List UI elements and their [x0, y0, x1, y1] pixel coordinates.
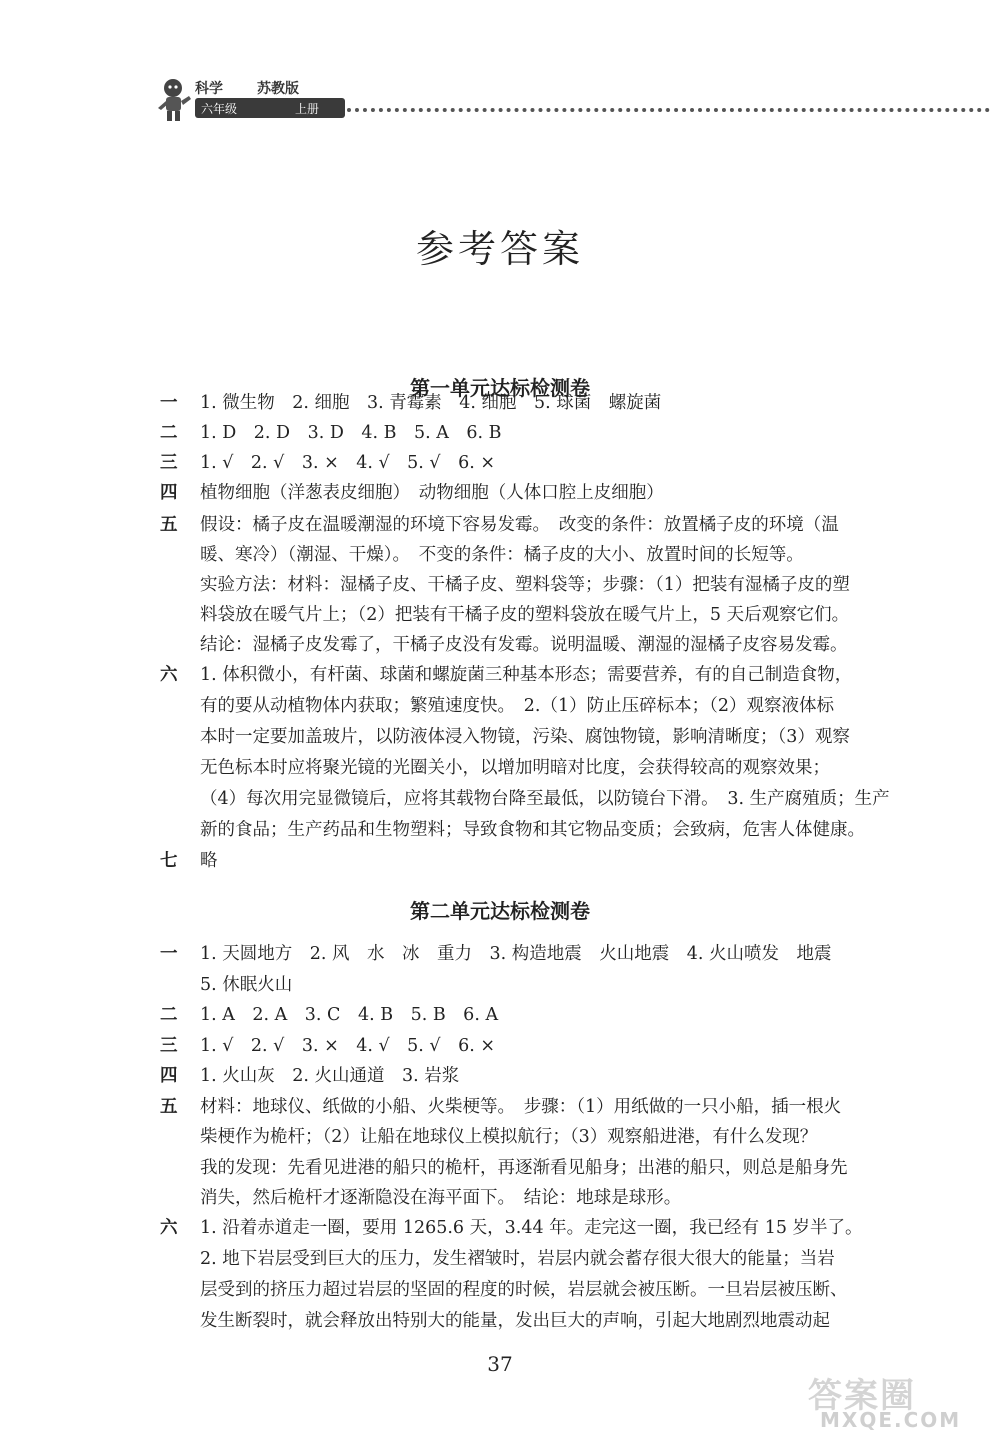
answer-item: [160, 478, 950, 508]
answer-text: 无色标本时应将聚光镜的光圈关小，以增加明暗对比度，会获得较高的观察效果；: [200, 758, 830, 778]
item-number: 五: [160, 1097, 178, 1117]
page-header: [155, 72, 990, 128]
answer-text: 柴梗作为桅杆；（2）让船在地球仪上模拟航行；（3）观察船进港，有什么发现？: [200, 1127, 818, 1147]
item-number: 三: [160, 453, 178, 473]
answer-continuation: [200, 1183, 955, 1213]
header-volume: 上册: [295, 102, 320, 116]
answer-text: 消失，然后桅杆才逐渐隐没在海平面下。 结论：地球是球形。: [200, 1188, 682, 1208]
answer-text: 1. 体积微小，有杆菌、球菌和螺旋菌三种基本形态；需要营养，有的自己制造食物，: [200, 665, 853, 685]
answer-text: 2. 地下岩层受到巨大的压力，发生褶皱时，岩层内就会蓄存很大很大的能量；当岩: [200, 1249, 835, 1269]
header-grade-bar: [195, 98, 345, 118]
item-number: 四: [160, 1066, 178, 1086]
answer-continuation: [200, 600, 955, 630]
answer-item: [160, 510, 950, 540]
answer-text: 1. 微生物 2. 细胞 3. 青霉素 4. 细胞 5. 球菌 螺旋菌: [200, 393, 662, 413]
answer-text: 新的食品；生产药品和生物塑料；导致食物和其它物品变质；会致病，危害人体健康。: [200, 820, 865, 840]
mascot-icon: [155, 76, 195, 124]
answer-text: 实验方法：材料：湿橘子皮、干橘子皮、塑料袋等；步骤：（1）把装有湿橘子皮的塑: [200, 575, 850, 595]
answer-continuation: [200, 970, 955, 1000]
answer-item: [160, 388, 950, 418]
answer-text: 1. √ 2. √ 3. × 4. √ 5. √ 6. ×: [200, 1036, 495, 1056]
item-number: 二: [160, 423, 178, 443]
answer-item: [160, 1061, 950, 1091]
item-number: 五: [160, 515, 178, 535]
header-grade: 六年级: [201, 102, 238, 116]
answer-text: 1. 火山灰 2. 火山通道 3. 岩浆: [200, 1066, 460, 1086]
header-edition: 苏教版: [257, 81, 299, 97]
answer-item: [160, 1092, 950, 1122]
page-number: 37: [487, 1352, 513, 1376]
answer-item: [160, 660, 950, 690]
item-number: 六: [160, 665, 178, 685]
answer-continuation: [200, 540, 955, 570]
answer-continuation: [200, 1153, 955, 1183]
answer-continuation: [200, 630, 955, 660]
watermark-url: MXQE.COM: [820, 1408, 962, 1432]
answer-continuation: [200, 1122, 955, 1152]
answer-continuation: [200, 753, 955, 783]
item-number: 二: [160, 1005, 178, 1025]
answer-text: 有的要从动植物体内获取；繁殖速度快。 2.（1）防止压碎标本；（2）观察液体标: [200, 696, 834, 716]
answer-item: [160, 846, 950, 876]
answer-continuation: [200, 691, 955, 721]
answer-text: 我的发现：先看见进港的船只的桅杆，再逐渐看见船身；出港的船只，则总是船身先: [200, 1158, 848, 1178]
answer-text: 结论：湿橘子皮发霉了，干橘子皮没有发霉。说明温暖、潮湿的湿橘子皮容易发霉。: [200, 635, 848, 655]
item-number: 三: [160, 1036, 178, 1056]
answer-text: 发生断裂时，就会释放出特别大的能量，发出巨大的声响，引起大地剧烈地震动起: [200, 1311, 830, 1331]
answer-item: [160, 1031, 950, 1061]
answer-continuation: [200, 1244, 955, 1274]
answer-text: 本时一定要加盖玻片，以防液体浸入物镜，污染、腐蚀物镜，影响清晰度；（3）观察: [200, 727, 850, 747]
answer-text: 层受到的挤压力超过岩层的坚固的程度的时候，岩层就会被压断。一旦岩层被压断、: [200, 1280, 848, 1300]
answer-continuation: [200, 784, 955, 814]
section-title: 第二单元达标检测卷: [410, 899, 590, 923]
answer-text: 1. √ 2. √ 3. × 4. √ 5. √ 6. ×: [200, 453, 495, 473]
answer-item: [160, 1213, 950, 1243]
item-number: 一: [160, 393, 178, 413]
answer-continuation: [200, 1275, 955, 1305]
watermark-logo: [808, 1368, 988, 1430]
header-subject-line: [195, 78, 299, 98]
item-number: 六: [160, 1218, 178, 1238]
item-number: 七: [160, 851, 178, 871]
answer-text: 料袋放在暖气片上；（2）把装有干橘子皮的塑料袋放在暖气片上，5 天后观察它们。: [200, 605, 850, 625]
answer-text: 假设：橘子皮在温暖潮湿的环境下容易发霉。 改变的条件：放置橘子皮的环境（温: [200, 515, 839, 535]
answer-text: 1. A 2. A 3. C 4. B 5. B 6. A: [200, 1005, 499, 1025]
answer-continuation: [200, 815, 955, 845]
answer-text: 暖、寒冷）（潮湿、干燥）。 不变的条件：橘子皮的大小、放置时间的长短等。: [200, 545, 804, 565]
answer-item: [160, 418, 950, 448]
answer-item: [160, 448, 950, 478]
answer-text: 1. 天圆地方 2. 风 水 冰 重力 3. 构造地震 火山地震 4. 火山喷发 地震: [200, 944, 832, 964]
watermark-text: 答案圈: [808, 1376, 916, 1416]
section-title: 第一单元达标检测卷: [410, 376, 590, 400]
answer-text: 材料：地球仪、纸做的小船、火柴梗等。 步骤：（1）用纸做的一只小船，插一根火: [200, 1097, 842, 1117]
item-number: 四: [160, 483, 178, 503]
answer-continuation: [200, 722, 955, 752]
page-title: 参考答案: [415, 227, 584, 271]
answer-item: [160, 939, 950, 969]
answer-text: （4）每次用完显微镜后，应将其载物台降至最低，以防镜台下滑。 3. 生产腐殖质；生产: [200, 789, 890, 809]
answer-text: 5. 休眠火山: [200, 975, 293, 995]
answer-continuation: [200, 1306, 955, 1336]
answer-item: [160, 1000, 950, 1030]
header-subject: 科学: [195, 81, 223, 97]
answer-continuation: [200, 570, 955, 600]
answer-text: 略: [200, 851, 218, 871]
answer-text: 1. D 2. D 3. D 4. B 5. A 6. B: [200, 423, 502, 443]
header-dotted-rule: [347, 108, 990, 112]
item-number: 一: [160, 944, 178, 964]
answer-text: 植物细胞（洋葱表皮细胞） 动物细胞（人体口腔上皮细胞）: [200, 483, 664, 503]
answer-text: 1. 沿着赤道走一圈，要用 1265.6 天，3.44 年。走完这一圈，我已经有 15 岁半了。: [200, 1218, 863, 1238]
